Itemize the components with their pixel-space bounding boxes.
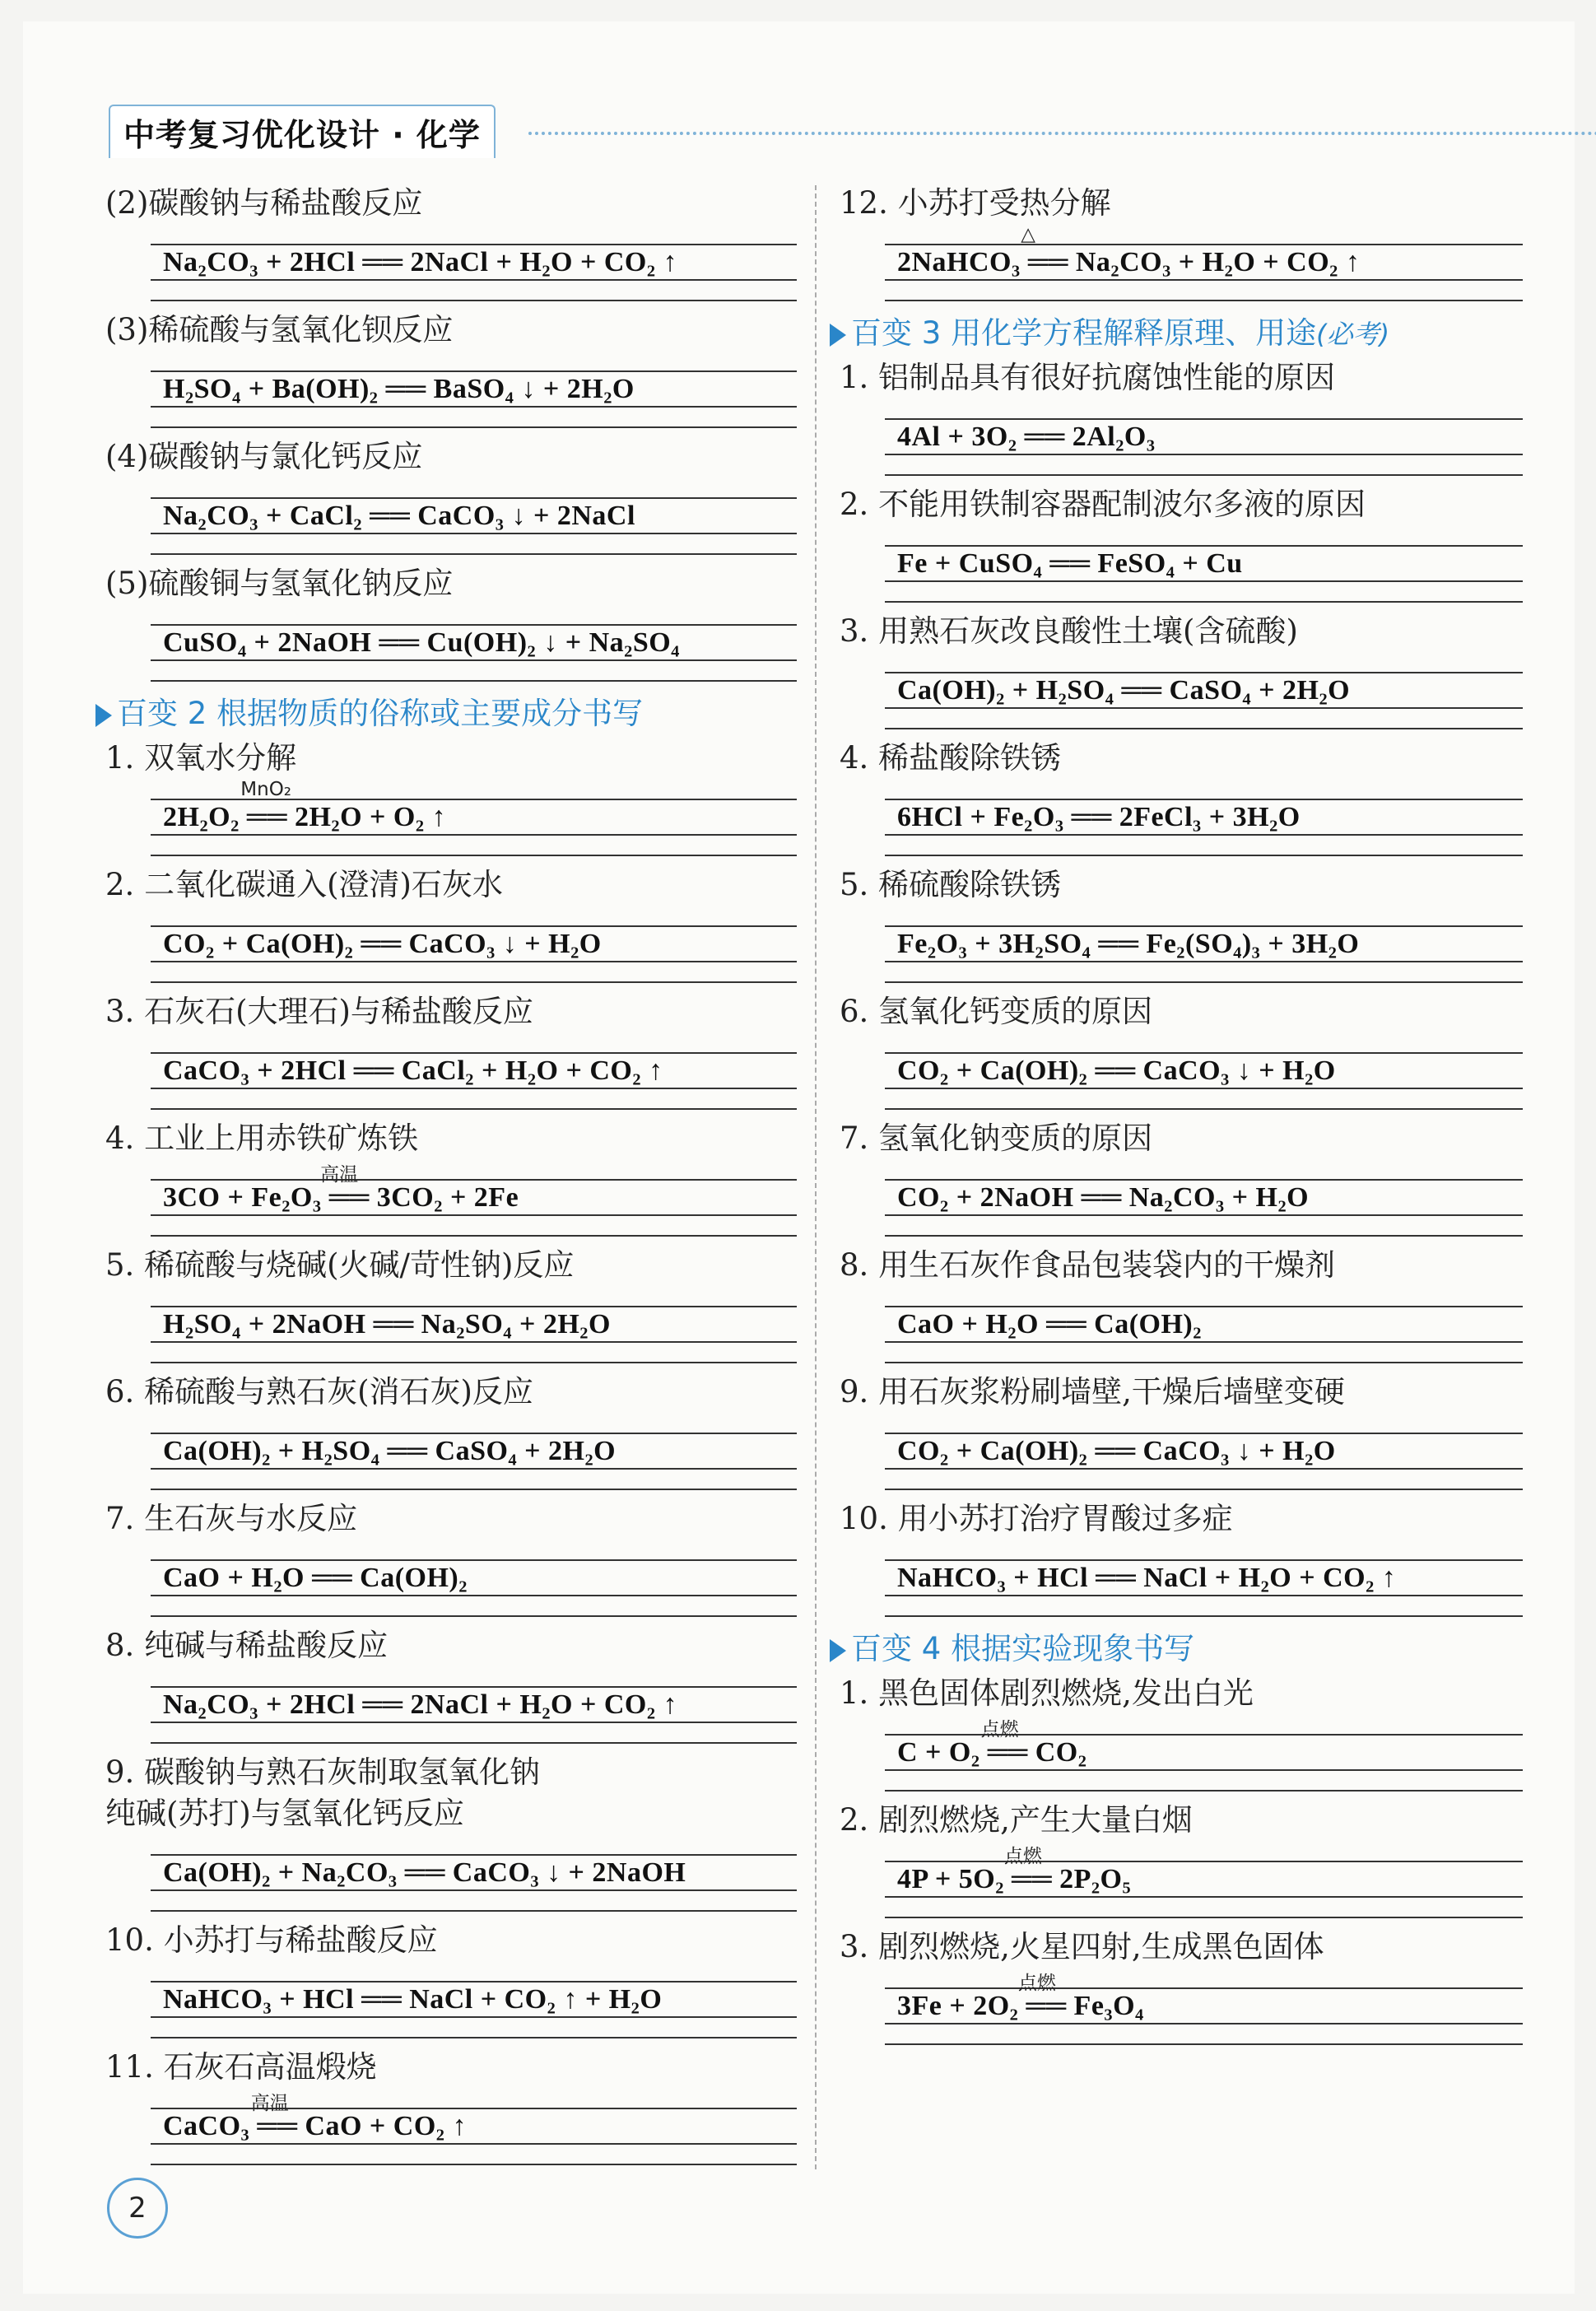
question-text: 2. 不能用铁制容器配制波尔多液的原因 [840,487,1366,522]
chemical-equation: Ca(OH)₂ + Na₂CO₃ ══ CaCO₃ ↓ + 2NaOH [163,1857,686,1888]
answer-rule [885,1489,1523,1490]
answer-lines [105,1834,797,1920]
answer-rule [151,497,797,499]
answer-rule [151,2037,797,2038]
answer-rule [885,1306,1523,1307]
question-text: 10. 小苏打与稀盐酸反应 [105,1922,438,1958]
chemical-equation: CaO + H₂O ══ Ca(OH)₂ [163,1563,468,1593]
answer-lines [105,779,797,864]
answer-rule [885,1595,1523,1596]
answer-rule [885,1861,1523,1862]
answer-rule [885,961,1523,962]
answer-rule [151,1889,797,1891]
answer-rule [151,1468,797,1470]
answer-rule [151,2108,797,2109]
question-text [105,1752,797,1834]
answer-rule [151,855,797,856]
question-text: 5. 稀硫酸与烧碱(火碱/苛性钠)反应 [105,1247,575,1283]
section-header-4 [830,1625,1523,1673]
chemical-equation: C + O₂ ══ CO₂ [897,1737,1087,1768]
question-line: 9. 碳酸钠与熟石灰制取氢氧化钠 [105,1754,541,1790]
answer-rule [885,728,1523,729]
left-column [105,183,797,2174]
chemical-equation: 4P + 5O₂ ══ 2P₂O₅ [897,1864,1132,1894]
section-title: 根据实验现象书写 [951,1631,1195,1666]
answer-rule [885,799,1523,800]
answer-rule [151,2016,797,2018]
answer-lines [105,1286,797,1372]
answer-rule [885,1235,1523,1237]
answer-rule [151,1595,797,1596]
reaction-condition: △ [1021,224,1035,245]
chemical-equation: CaCO₃ ══ CaO + CO₂ ↑ [163,2111,467,2141]
answer-rule [885,1896,1523,1898]
header [109,105,496,156]
question-text: 1. 双氧水分解 [105,740,297,776]
question-text: (5)硫酸铜与氢氧化钠反应 [105,566,454,601]
question-text: 3. 剧烈燃烧,火星四射,生成黑色固体 [840,1929,1324,1964]
question-text: 7. 生石灰与水反应 [105,1501,358,1536]
answer-rule [151,981,797,983]
chemical-equation: CO₂ + 2NaOH ══ Na₂CO₃ + H₂O [897,1182,1310,1213]
question-text: 3. 用熟石灰改良酸性土壤(含硫酸) [840,613,1298,649]
answer-rule [885,1088,1523,1089]
answer-rule [151,300,797,301]
triangle-marker-icon [95,704,112,727]
answer-lines [105,1159,797,1245]
answer-rule [885,1052,1523,1054]
answer-lines [105,1032,797,1118]
answer-rule [885,300,1523,301]
answer-rule [885,1433,1523,1434]
answer-rule [151,1235,797,1237]
section-title: 用化学方程解释原理、用途 [951,315,1317,351]
question-text: 9. 用石灰浆粉刷墙壁,干燥后墙壁变硬 [840,1374,1345,1409]
answer-rule [885,1214,1523,1216]
answer-rule [885,244,1523,245]
question-text: 3. 石灰石(大理石)与稀盐酸反应 [105,994,533,1029]
chemical-equation: Na₂CO₃ + CaCl₂ ══ CaCO₃ ↓ + 2NaCl [163,501,635,531]
answer-rule [151,533,797,534]
answer-lines [105,478,797,563]
chemical-equation: NaHCO₃ + HCl ══ NaCl + CO₂ ↑ + H₂O [163,1984,663,2015]
answer-lines [840,652,1523,738]
answer-rule [885,2023,1523,2024]
answer-rule [885,1917,1523,1918]
chemical-equation: 2NaHCO₃ ══ Na₂CO₃ + H₂O + CO₂ ↑ [897,247,1361,277]
section-header-2 [95,690,797,738]
question-line: 纯碱(苏打)与氢氧化钙反应 [105,1796,464,1831]
answer-lines [105,2088,797,2174]
chemical-equation: 3Fe + 2O₂ ══ Fe₃O₄ [897,1991,1144,2021]
chemical-equation: 6HCl + Fe₂O₃ ══ 2FeCl₃ + 3H₂O [897,802,1301,832]
answer-rule [885,1987,1523,1989]
answer-rule [151,553,797,555]
answer-lines [840,224,1523,310]
question-text: (3)稀硫酸与氢氧化钡反应 [105,312,454,347]
answer-rule [151,1686,797,1688]
answer-rule [151,624,797,626]
chemical-equation: Na₂CO₃ + 2HCl ══ 2NaCl + H₂O + CO₂ ↑ [163,1689,678,1720]
question-text: 2. 剧烈燃烧,产生大量白烟 [840,1802,1193,1838]
answer-lines [840,906,1523,991]
section-label: 百变 3 [851,315,952,351]
question-text: 4. 稀盐酸除铁锈 [840,740,1062,776]
answer-lines [105,224,797,310]
answer-rule [885,545,1523,547]
question-text: 10. 用小苏打治疗胃酸过多症 [840,1501,1233,1536]
chemical-equation: 3CO + Fe₂O₃ ══ 3CO₂ + 2Fe [163,1182,519,1213]
answer-rule [151,1433,797,1434]
answer-rule [885,1790,1523,1791]
answer-lines [840,525,1523,611]
answer-rule [151,680,797,682]
answer-rule [151,1088,797,1089]
answer-lines [105,906,797,991]
answer-rule [885,418,1523,420]
chemical-equation: Fe + CuSO₄ ══ FeSO₄ + Cu [897,548,1243,579]
answer-lines [840,1413,1523,1498]
answer-rule [151,1742,797,1744]
chemical-equation: CO₂ + Ca(OH)₂ ══ CaCO₃ ↓ + H₂O [897,1055,1336,1086]
answer-rule [151,1179,797,1181]
answer-rule [151,1052,797,1054]
question-text: 2. 二氧化碳通入(澄清)石灰水 [105,867,503,902]
answer-lines [105,1413,797,1498]
answer-lines [105,1666,797,1752]
answer-rule [151,1854,797,1856]
question-text: 7. 氢氧化钠变质的原因 [840,1121,1153,1156]
question-text: 8. 纯碱与稀盐酸反应 [105,1628,389,1663]
answer-rule [151,1722,797,1723]
chemical-equation: H₂SO₄ + 2NaOH ══ Na₂SO₄ + 2H₂O [163,1309,611,1340]
chemical-equation: NaHCO₃ + HCl ══ NaCl + H₂O + CO₂ ↑ [897,1563,1397,1593]
triangle-marker-icon [830,324,846,347]
answer-rule [885,601,1523,603]
answer-rule [885,1769,1523,1771]
answer-rule [151,279,797,281]
question-text: 6. 稀硫酸与熟石灰(消石灰)反应 [105,1374,533,1409]
answer-lines [840,1032,1523,1118]
chemical-equation: Ca(OH)₂ + H₂SO₄ ══ CaSO₄ + 2H₂O [163,1436,617,1466]
answer-rule [151,1362,797,1363]
answer-rule [151,961,797,962]
chemical-equation: CO₂ + Ca(OH)₂ ══ CaCO₃ ↓ + H₂O [897,1436,1336,1466]
answer-rule [885,474,1523,476]
section-header-3 [830,310,1523,357]
answer-lines [840,1968,1523,2053]
chemical-equation: CO₂ + Ca(OH)₂ ══ CaCO₃ ↓ + H₂O [163,929,602,959]
answer-rule [151,244,797,245]
chemical-equation: H₂SO₄ + Ba(OH)₂ ══ BaSO₄ ↓ + 2H₂O [163,374,635,404]
answer-rule [885,855,1523,856]
answer-lines [105,1540,797,1625]
reaction-condition: 点燃 [1003,1846,1042,1867]
answer-rule [151,2143,797,2145]
answer-lines [105,604,797,690]
section-label: 百变 4 [851,1631,952,1666]
answer-rule [885,1179,1523,1181]
chemical-equation: Fe₂O₃ + 3H₂SO₄ ══ Fe₂(SO₄)₃ + 3H₂O [897,929,1360,959]
chemical-equation: CaCO₃ + 2HCl ══ CaCl₂ + H₂O + CO₂ ↑ [163,1055,663,1086]
section-label: 百变 2 [117,696,217,731]
answer-lines [840,1159,1523,1245]
answer-rule [885,2043,1523,2045]
question-text: 4. 工业上用赤铁矿炼铁 [105,1121,419,1156]
answer-rule [885,834,1523,836]
answer-rule [885,1108,1523,1110]
page-number: 2 [107,2178,168,2239]
answer-lines [840,1540,1523,1625]
question-text: 12. 小苏打受热分解 [840,185,1111,221]
answer-rule [151,2164,797,2165]
question-text: (2)碳酸钠与稀盐酸反应 [105,185,423,221]
chemical-equation: Ca(OH)₂ + H₂SO₄ ══ CaSO₄ + 2H₂O [897,675,1351,706]
chemical-equation: 2H₂O₂ ══ 2H₂O + O₂ ↑ [163,802,447,832]
answer-lines [105,1961,797,2047]
question-text: 6. 氢氧化钙变质的原因 [840,994,1153,1029]
question-text: (4)碳酸钠与氯化钙反应 [105,439,423,474]
answer-rule [885,981,1523,983]
answer-rule [885,1615,1523,1617]
answer-lines [840,779,1523,864]
answer-rule [151,1559,797,1561]
answer-rule [885,1362,1523,1363]
question-text: 11. 石灰石高温煅烧 [105,2049,377,2085]
triangle-marker-icon [830,1639,846,1662]
answer-rule [151,659,797,661]
answer-lines [105,351,797,436]
reaction-condition: MnO₂ [240,779,292,800]
answer-rule [151,1489,797,1490]
answer-rule [151,1615,797,1617]
answer-rule [151,1910,797,1912]
chemical-equation: CaO + H₂O ══ Ca(OH)₂ [897,1309,1202,1340]
answer-rule [151,1108,797,1110]
reaction-condition: 点燃 [1017,1973,1056,1994]
section-title: 根据物质的俗称或主要成分书写 [216,696,644,731]
chemical-equation: CuSO₄ + 2NaOH ══ Cu(OH)₂ ↓ + Na₂SO₄ [163,627,680,658]
question-text: 1. 黑色固体剧烈燃烧,发出白光 [840,1675,1254,1711]
answer-rule [151,406,797,408]
answer-rule [151,925,797,927]
chemical-equation: Na₂CO₃ + 2HCl ══ 2NaCl + H₂O + CO₂ ↑ [163,247,678,277]
answer-rule [151,370,797,372]
answer-rule [151,1214,797,1216]
chemical-equation: 4Al + 3O₂ ══ 2Al₂O₃ [897,422,1156,452]
answer-lines [840,1714,1523,1800]
answer-rule [151,1306,797,1307]
reaction-condition: 点燃 [980,1719,1019,1740]
header-dotted-rule [528,132,1596,135]
column-divider [815,185,817,2169]
answer-rule [885,580,1523,582]
answer-rule [151,1341,797,1343]
answer-rule [885,1559,1523,1561]
answer-lines [840,1841,1523,1927]
question-text: 8. 用生石灰作食品包装袋内的干燥剂 [840,1247,1336,1283]
answer-rule [885,925,1523,927]
reaction-condition: 高温 [320,1164,359,1186]
question-text: 1. 铝制品具有很好抗腐蚀性能的原因 [840,360,1336,395]
header-title: 中考复习优化设计 · 化学 [109,105,496,158]
reaction-condition: 高温 [250,2093,289,2114]
answer-lines [840,398,1523,484]
section-note: (必考) [1316,319,1390,350]
right-column [840,183,1523,2053]
answer-rule [885,1468,1523,1470]
question-text: 5. 稀硫酸除铁锈 [840,867,1062,902]
answer-rule [151,1981,797,1983]
answer-rule [151,834,797,836]
answer-rule [885,279,1523,281]
answer-rule [885,1341,1523,1343]
answer-rule [885,707,1523,709]
answer-rule [885,672,1523,673]
answer-lines [840,1286,1523,1372]
answer-rule [151,426,797,428]
answer-rule [885,454,1523,455]
